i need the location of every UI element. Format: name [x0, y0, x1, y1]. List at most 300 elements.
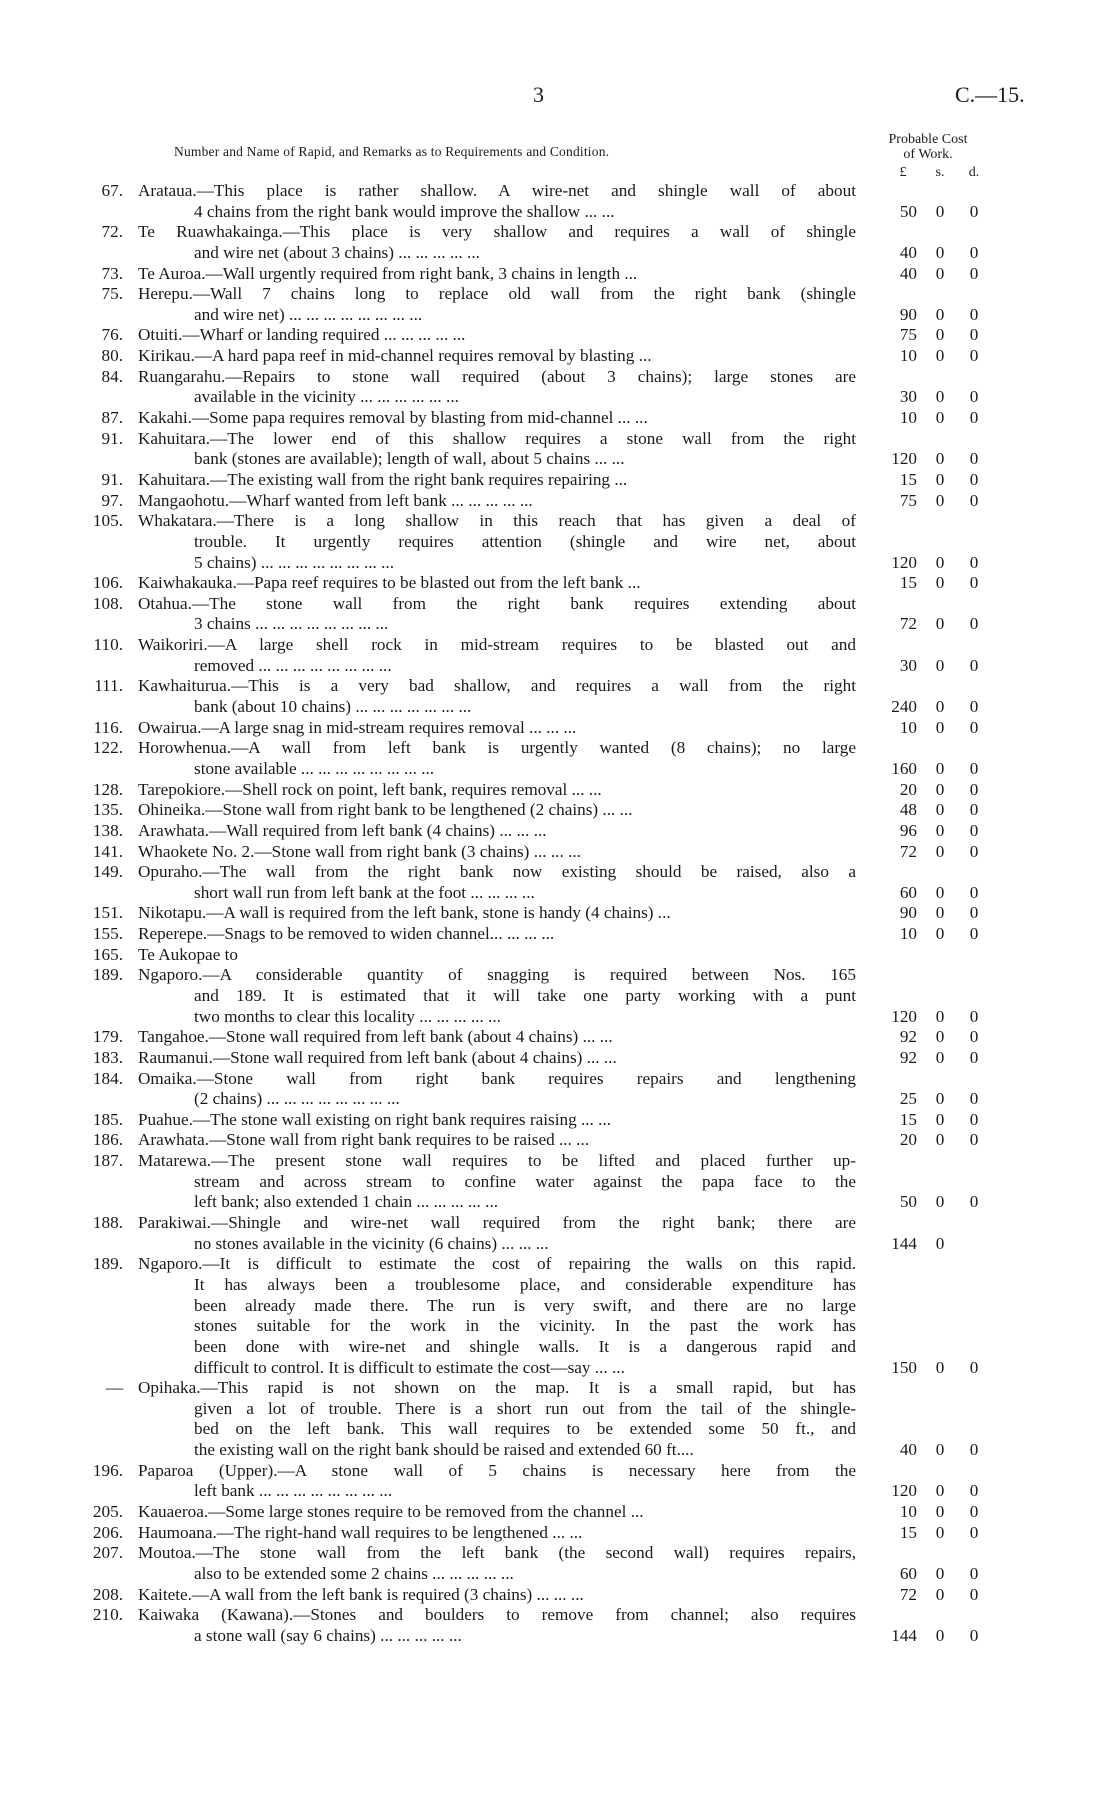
entry-line — [0, 1605, 1114, 1626]
rapid-entry — [0, 1254, 1114, 1378]
cost-pounds: 25 — [899, 1089, 917, 1109]
rapid-number: 187. — [92, 1151, 123, 1171]
rapid-entry — [0, 1069, 1114, 1110]
cost-pounds: 10 — [899, 717, 917, 737]
entry-line — [0, 1192, 1114, 1213]
entry-text: Te Ruawhakainga.—This place is very shallow and requires a wall of shingle — [138, 222, 856, 242]
entry-text: Arataua.—This place is rather shallow. A wire-net and shingle wall of about — [138, 181, 856, 200]
rapid-entry — [0, 1027, 1114, 1048]
entry-line — [0, 1275, 1114, 1296]
entry-line — [0, 1048, 1114, 1069]
cost-pence: 0 — [969, 346, 979, 366]
cost-pounds: 15 — [899, 573, 917, 593]
cost-pence: 0 — [969, 573, 979, 593]
column-heading: Number and Name of Rapid, and Remarks as to Requirements and Condition. — [174, 144, 610, 159]
entry-line — [0, 903, 1114, 924]
entry-text: and wire net (about 3 chains) ... ... ... ... ... — [194, 242, 480, 262]
cost-shillings: 0 — [935, 841, 945, 861]
entry-text: Paparoa (Upper).—A stone wall of 5 chains is necessary here from the — [138, 1460, 856, 1480]
rapid-entry — [0, 1543, 1114, 1584]
entry-line — [0, 491, 1114, 512]
entry-line — [0, 1069, 1114, 1090]
cost-pence: 0 — [969, 1130, 979, 1150]
rapid-number: 80. — [101, 346, 123, 366]
rapid-number: 207. — [92, 1543, 123, 1563]
entry-text: Omaika.—Stone wall from right bank requires repairs and lengthening — [138, 1068, 856, 1088]
entry-text: and wire net) ... ... ... ... ... ... ... ... — [194, 304, 423, 324]
rapid-number: 189. — [92, 965, 123, 985]
cost-pence: 0 — [969, 1563, 979, 1583]
pence-heading: d. — [968, 165, 980, 180]
cost-shillings: 0 — [935, 552, 945, 572]
cost-pence: 0 — [969, 469, 979, 489]
cost-pounds: 120 — [891, 552, 917, 572]
cost-pence: 0 — [969, 201, 979, 221]
entry-text: Mangaohotu.—Wharf wanted from left bank ... ... ... ... ... — [138, 490, 533, 510]
entry-line — [0, 614, 1114, 635]
entry-text: Ngaporo.—A considerable quantity of snagging is required between Nos. 165 — [138, 965, 856, 985]
entry-line — [0, 718, 1114, 739]
cost-pounds: 144 — [891, 1625, 917, 1645]
cost-shillings: 0 — [935, 304, 945, 324]
entry-line — [0, 1399, 1114, 1420]
entry-line — [0, 511, 1114, 532]
rapid-entry — [0, 408, 1114, 429]
cost-shillings: 0 — [935, 1357, 945, 1377]
entry-text: difficult to control. It is difficult to estimate the cost—say ... ... — [194, 1357, 625, 1377]
entry-text: trouble. It urgently requires attention (shingle and wire net, about — [194, 531, 856, 551]
cost-pounds: 30 — [899, 387, 917, 407]
entry-text: Horowhenua.—A wall from left bank is urgently wanted (8 chains); no large — [138, 738, 856, 758]
entry-text: Reperepe.—Snags to be removed to widen channel... ... ... ... — [138, 924, 555, 944]
entry-line — [0, 222, 1114, 243]
cost-pence: 0 — [969, 1109, 979, 1129]
cost-pounds: 20 — [899, 779, 917, 799]
cost-shillings: 0 — [935, 1130, 945, 1150]
entry-text: Tarepokiore.—Shell rock on point, left bank, requires removal ... ... — [138, 779, 602, 799]
cost-pence: 0 — [969, 1584, 979, 1604]
entry-line — [0, 759, 1114, 780]
cost-shillings: 0 — [935, 1440, 945, 1460]
cost-shillings: 0 — [935, 325, 945, 345]
cost-shillings: 0 — [935, 614, 945, 634]
rapid-number: 206. — [92, 1522, 123, 1542]
cost-pence: 0 — [969, 1047, 979, 1067]
cost-pounds: 10 — [899, 924, 917, 944]
entry-text: Kaitete.—A wall from the left bank is required (3 chains) ... ... ... — [138, 1584, 584, 1604]
rapid-number: — — [105, 1378, 123, 1398]
entry-text: removed ... ... ... ... ... ... ... ... — [194, 655, 392, 675]
entry-line — [0, 821, 1114, 842]
rapid-number: 208. — [92, 1584, 123, 1604]
cost-shillings: 0 — [935, 1192, 945, 1212]
cost-pounds: 240 — [891, 697, 917, 717]
rapid-number: 210. — [92, 1605, 123, 1625]
entry-line — [0, 800, 1114, 821]
rapid-number: 97. — [101, 490, 123, 510]
entry-text: Ruangarahu.—Repairs to stone wall required (about 3 chains); large stones are — [138, 366, 856, 386]
cost-pounds: 72 — [899, 841, 917, 861]
cost-shillings: 0 — [935, 820, 945, 840]
cost-shillings: 0 — [935, 655, 945, 675]
cost-pence: 0 — [969, 1522, 979, 1542]
rapid-entry — [0, 676, 1114, 717]
entry-text: been already made there. The run is very swift, and there are no large — [194, 1295, 856, 1315]
cost-pounds: 10 — [899, 346, 917, 366]
entry-text: stream and across stream to confine water against the papa face to the — [194, 1171, 856, 1191]
entry-text: 3 chains ... ... ... ... ... ... ... ... — [194, 614, 389, 634]
entry-text: the existing wall on the right bank should be raised and extended 60 ft.... — [194, 1440, 694, 1460]
cost-shillings: 0 — [935, 1481, 945, 1501]
cost-heading-line-2: of Work. — [903, 147, 953, 162]
entry-text: Nikotapu.—A wall is required from the left bank, stone is handy (4 chains) ... — [138, 903, 671, 923]
rapid-entry — [0, 1213, 1114, 1254]
cost-shillings: 0 — [935, 1047, 945, 1067]
entry-line — [0, 924, 1114, 945]
rapid-entry — [0, 1110, 1114, 1131]
entry-text: been done with wire-net and shingle walls. It is a dangerous rapid and — [194, 1336, 856, 1356]
rapid-number: 108. — [92, 593, 123, 613]
cost-pence: 0 — [969, 903, 979, 923]
cost-pence: 0 — [969, 614, 979, 634]
rapid-number: 151. — [92, 903, 123, 923]
cost-pence: 0 — [969, 387, 979, 407]
entry-line — [0, 532, 1114, 553]
rapid-entry — [0, 965, 1114, 1027]
cost-pounds: 75 — [899, 490, 917, 510]
entry-line — [0, 1316, 1114, 1337]
cost-pence: 0 — [969, 490, 979, 510]
entry-line — [0, 408, 1114, 429]
cost-heading — [868, 132, 988, 162]
cost-pounds: 30 — [899, 655, 917, 675]
cost-pounds: 40 — [899, 1440, 917, 1460]
entry-line — [0, 181, 1114, 202]
entry-text: Raumanui.—Stone wall required from left bank (about 4 chains) ... ... — [138, 1047, 617, 1067]
cost-pence: 0 — [969, 697, 979, 717]
rapid-entry — [0, 1605, 1114, 1646]
entry-line — [0, 202, 1114, 223]
cost-pounds: 50 — [899, 1192, 917, 1212]
cost-pounds: 92 — [899, 1047, 917, 1067]
cost-pounds: 60 — [899, 882, 917, 902]
entry-text: Te Aukopae to — [138, 944, 238, 964]
rapid-entry — [0, 1523, 1114, 1544]
entry-text: bank (stones are available); length of wall, about 5 chains ... ... — [194, 449, 625, 469]
cost-pence: 0 — [969, 924, 979, 944]
entry-line — [0, 1502, 1114, 1523]
entry-line — [0, 1440, 1114, 1461]
rapid-entry — [0, 1585, 1114, 1606]
cost-pounds: 120 — [891, 1006, 917, 1026]
cost-pounds: 150 — [891, 1357, 917, 1377]
entry-line — [0, 1234, 1114, 1255]
entry-text: Kahuitara.—The existing wall from the right bank requires repairing ... — [138, 469, 628, 489]
rapid-entry — [0, 346, 1114, 367]
entry-line — [0, 594, 1114, 615]
entry-line — [0, 1461, 1114, 1482]
entry-text: Kaiwhakauka.—Papa reef requires to be blasted out from the left bank ... — [138, 573, 641, 593]
entry-line — [0, 284, 1114, 305]
entry-text: Waikoriri.—A large shell rock in mid-stream requires to be blasted out and — [138, 635, 856, 655]
entry-text: Kauaeroa.—Some large stones require to be removed from the channel ... — [138, 1502, 644, 1521]
cost-shillings: 0 — [935, 882, 945, 902]
rapid-entry — [0, 264, 1114, 285]
entry-text: Whakatara.—There is a long shallow in this reach that has given a deal of — [138, 511, 856, 531]
cost-pence: 0 — [969, 1502, 979, 1521]
rapid-number: 72. — [101, 222, 123, 242]
cost-pounds: 10 — [899, 408, 917, 428]
cost-pence: 0 — [969, 1089, 979, 1109]
rapid-number: 84. — [101, 366, 123, 386]
entry-text: no stones available in the vicinity (6 chains) ... ... ... — [194, 1233, 549, 1253]
entry-line — [0, 264, 1114, 285]
cost-shillings: 0 — [935, 758, 945, 778]
cost-pounds: 75 — [899, 325, 917, 345]
rapid-number: 128. — [92, 779, 123, 799]
rapid-number: 116. — [93, 717, 123, 737]
entry-text: Arawhata.—Stone wall from right bank requires to be raised ... ... — [138, 1130, 590, 1150]
rapid-number: 67. — [101, 181, 123, 200]
entry-line — [0, 965, 1114, 986]
entry-text: Arawhata.—Wall required from left bank (4 chains) ... ... ... — [138, 820, 547, 840]
cost-pence: 0 — [969, 1481, 979, 1501]
cost-shillings: 0 — [935, 1027, 945, 1047]
cost-pence: 0 — [969, 1192, 979, 1212]
rapid-entry — [0, 573, 1114, 594]
cost-shillings: 0 — [935, 1563, 945, 1583]
cost-pounds: 15 — [899, 1109, 917, 1129]
rapid-entry — [0, 511, 1114, 573]
rapid-entry — [0, 718, 1114, 739]
entry-text: Matarewa.—The present stone wall requires to be lifted and placed further up- — [138, 1151, 856, 1171]
shillings-heading: s. — [935, 165, 945, 180]
entry-text: Haumoana.—The right-hand wall requires to be lengthened ... ... — [138, 1522, 583, 1542]
entry-text: Whaokete No. 2.—Stone wall from right bank (3 chains) ... ... ... — [138, 841, 581, 861]
entry-text: Herepu.—Wall 7 chains long to replace old wall from the right bank (shingle — [138, 284, 856, 304]
cost-shillings: 0 — [935, 449, 945, 469]
rapid-entry — [0, 1130, 1114, 1151]
cost-pounds: 72 — [899, 614, 917, 634]
entry-line — [0, 883, 1114, 904]
entry-text: also to be extended some 2 chains ... ... ... ... ... — [194, 1563, 514, 1583]
entry-line — [0, 1254, 1114, 1275]
cost-pence: 0 — [969, 882, 979, 902]
rapid-number: 76. — [101, 325, 123, 345]
entry-line — [0, 1007, 1114, 1028]
rapid-entry — [0, 738, 1114, 779]
cost-shillings: 0 — [935, 387, 945, 407]
page-number: 3 — [533, 82, 544, 107]
entry-line — [0, 470, 1114, 491]
entry-line — [0, 635, 1114, 656]
cost-pounds: 160 — [891, 758, 917, 778]
cost-pence: 0 — [969, 552, 979, 572]
cost-pence: 0 — [969, 1440, 979, 1460]
cost-shillings: 0 — [935, 1089, 945, 1109]
rapid-entry — [0, 924, 1114, 945]
entry-line — [0, 780, 1114, 801]
cost-shillings: 0 — [935, 1006, 945, 1026]
entry-text: Parakiwai.—Shingle and wire-net wall required from the right bank; there are — [138, 1213, 856, 1233]
entry-line — [0, 387, 1114, 408]
entry-text: given a lot of trouble. There is a short run out from the tail of the shingle- — [194, 1398, 856, 1418]
entry-text: and 189. It is estimated that it will take one party working with a punt — [194, 985, 856, 1005]
rapid-number: 87. — [101, 408, 123, 428]
entry-line — [0, 1089, 1114, 1110]
rapid-number: 91. — [101, 469, 123, 489]
entry-line — [0, 1110, 1114, 1131]
entry-line — [0, 1523, 1114, 1544]
pounds-heading: £ — [899, 165, 907, 180]
entry-line — [0, 656, 1114, 677]
entry-text: Ohineika.—Stone wall from right bank to be lengthened (2 chains) ... ... — [138, 800, 633, 820]
rapid-entry — [0, 594, 1114, 635]
rapid-entry — [0, 367, 1114, 408]
cost-shillings: 0 — [935, 242, 945, 262]
entry-text: Kahuitara.—The lower end of this shallow requires a stone wall from the right — [138, 428, 856, 448]
cost-pounds: 40 — [899, 263, 917, 283]
entry-line — [0, 449, 1114, 470]
cost-pounds: 40 — [899, 242, 917, 262]
rapid-number: 205. — [92, 1502, 123, 1521]
entry-line — [0, 553, 1114, 574]
cost-shillings: 0 — [935, 469, 945, 489]
cost-shillings: 0 — [935, 924, 945, 944]
rapid-number: 111. — [94, 676, 123, 696]
entry-line — [0, 1543, 1114, 1564]
entry-text: Puahue.—The stone wall existing on right bank requires raising ... ... — [138, 1109, 612, 1129]
cost-pounds: 72 — [899, 1584, 917, 1604]
rapid-number: 135. — [92, 800, 123, 820]
entry-line — [0, 1296, 1114, 1317]
cost-pence: 0 — [969, 325, 979, 345]
cost-shillings: 0 — [935, 717, 945, 737]
cost-pounds: 50 — [899, 201, 917, 221]
entry-text: It has always been a troublesome place, and considerable expenditure has — [194, 1274, 856, 1294]
entry-line — [0, 862, 1114, 883]
rapid-number: 185. — [92, 1109, 123, 1129]
rapid-number: 183. — [92, 1047, 123, 1067]
rapid-entry — [0, 842, 1114, 863]
cost-pence: 0 — [969, 820, 979, 840]
rapid-entry — [0, 284, 1114, 325]
rapid-entry — [0, 821, 1114, 842]
entry-text: available in the vicinity ... ... ... ... ... ... — [194, 387, 459, 407]
entry-line — [0, 676, 1114, 697]
cost-pounds: 15 — [899, 1522, 917, 1542]
rapid-entry — [0, 491, 1114, 512]
entry-line — [0, 738, 1114, 759]
cost-pence: 0 — [969, 1357, 979, 1377]
entry-line — [0, 986, 1114, 1007]
cost-pence: 0 — [969, 449, 979, 469]
rapid-entry — [0, 325, 1114, 346]
entry-line — [0, 1585, 1114, 1606]
entry-line — [0, 1564, 1114, 1585]
rapid-entry — [0, 903, 1114, 924]
entry-text: stone available ... ... ... ... ... ... ... ... — [194, 758, 435, 778]
entry-text: Kakahi.—Some papa requires removal by blasting from mid-channel ... ... — [138, 408, 648, 428]
entry-text: left bank; also extended 1 chain ... ... ... ... ... — [194, 1192, 499, 1212]
cost-pounds: 120 — [891, 449, 917, 469]
document-reference: C.—15. — [955, 82, 1025, 107]
rapid-number: 149. — [92, 862, 123, 882]
cost-shillings: 0 — [935, 1233, 945, 1253]
rapid-entry — [0, 1151, 1114, 1213]
cost-pounds: 90 — [899, 304, 917, 324]
entry-line — [0, 1358, 1114, 1379]
entry-text: (2 chains) ... ... ... ... ... ... ... ... — [194, 1089, 400, 1109]
entry-text: stones suitable for the work in the vicinity. In the past the work has — [194, 1316, 856, 1336]
cost-pence: 0 — [969, 655, 979, 675]
entry-line — [0, 1419, 1114, 1440]
entry-line — [0, 945, 1114, 966]
entry-line — [0, 573, 1114, 594]
entry-text: bed on the left bank. This wall requires to be extended some 50 ft., and — [194, 1419, 856, 1439]
cost-pence: 0 — [969, 841, 979, 861]
cost-pounds: 60 — [899, 1563, 917, 1583]
entry-text: Kaiwaka (Kawana).—Stones and boulders to remove from channel; also requires — [138, 1605, 856, 1625]
entry-line — [0, 305, 1114, 326]
cost-shillings: 0 — [935, 1522, 945, 1542]
rapid-number: 138. — [92, 820, 123, 840]
entry-text: Owairua.—A large snag in mid-stream requires removal ... ... ... — [138, 717, 577, 737]
entry-line — [0, 1130, 1114, 1151]
cost-pence: 0 — [969, 242, 979, 262]
cost-shillings: 0 — [935, 573, 945, 593]
cost-pence: 0 — [969, 1027, 979, 1047]
entry-text: 4 chains from the right bank would improve the shallow ... ... — [194, 201, 615, 221]
cost-shillings: 0 — [935, 263, 945, 283]
entry-text: Moutoa.—The stone wall from the left bank (the second wall) requires repairs, — [138, 1543, 856, 1563]
rapid-number: 73. — [101, 263, 123, 283]
rapid-number: 110. — [93, 635, 123, 655]
entry-line — [0, 346, 1114, 367]
rapid-entry — [0, 945, 1114, 966]
entry-text: left bank ... ... ... ... ... ... ... ... — [194, 1481, 393, 1501]
cost-shillings: 0 — [935, 1584, 945, 1604]
entry-text: bank (about 10 chains) ... ... ... ... ... ... ... — [194, 697, 472, 717]
cost-shillings: 0 — [935, 779, 945, 799]
cost-pounds: 92 — [899, 1027, 917, 1047]
rapid-number: 184. — [92, 1068, 123, 1088]
rapid-entry — [0, 181, 1114, 222]
cost-pence: 0 — [969, 1625, 979, 1645]
rapid-entry — [0, 780, 1114, 801]
rapid-entry — [0, 862, 1114, 903]
entry-line — [0, 429, 1114, 450]
rapid-number: 186. — [92, 1130, 123, 1150]
entry-text: Tangahoe.—Stone wall required from left bank (about 4 chains) ... ... — [138, 1027, 613, 1047]
entry-text: two months to clear this locality ... ... ... ... ... — [194, 1006, 501, 1026]
entry-line — [0, 1213, 1114, 1234]
rapid-entry — [0, 800, 1114, 821]
entry-line — [0, 325, 1114, 346]
entry-text: Opuraho.—The wall from the right bank now existing should be raised, also a — [138, 862, 856, 882]
rapid-number: 91. — [101, 428, 123, 448]
cost-pounds: 10 — [899, 1502, 917, 1521]
rapid-number: 122. — [92, 738, 123, 758]
rapid-entry — [0, 1048, 1114, 1069]
rapid-number: 196. — [92, 1460, 123, 1480]
cost-shillings: 0 — [935, 201, 945, 221]
rapid-entry — [0, 1502, 1114, 1523]
rapid-entry — [0, 635, 1114, 676]
entry-line — [0, 697, 1114, 718]
rapids-list — [0, 181, 1114, 1646]
rapid-number: 165. — [92, 944, 123, 964]
